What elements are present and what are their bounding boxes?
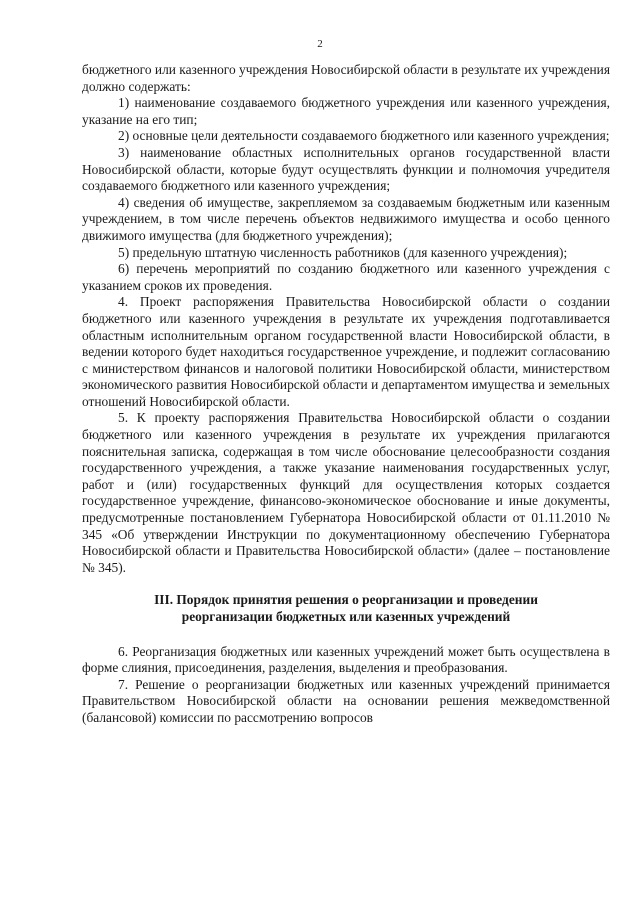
list-item-2: 2) основные цели деятельности создаваемого бюджетного или казенного учреждения; [118,128,610,144]
clause-7: 7. Решение о реорганизации бюджетных или казенных учреждений принимается Правительством Новосибирской области на основании решения межведомственной (балансовой) комиссии по рассмотрению вопросов [82,676,610,725]
list-item-1: 1) наименование создаваемого бюджетного учреждения или казенного учреждения, указание на его тип; [82,95,610,127]
list-item-6: 6) перечень мероприятий по созданию бюджетного или казенного учреждения с указанием сроков их проведения. [82,261,610,293]
document-body [82,62,610,727]
section-heading [82,592,610,625]
list-item-3: 3) наименование областных исполнительных органов государственной власти Новосибирской области, которые будут осуществлять функции и полномочия учредителя создаваемого бюджетного или казенного учреждения; [82,144,610,194]
section-heading-line-1: III. Порядок принятия решения о реорганизации и проведении [154,592,538,608]
section-heading-line-2: реорганизации бюджетных или казенных учреждений [181,609,511,624]
clause-5: 5. К проекту распоряжения Правительства Новосибирской области о создании бюджетного или казенного учреждения в результате их учреждения прилагаются пояснительная записка, содержащая в том числе обоснование целесообразности создания государственного учреждения, а также указание наименования государственных услуг, работ и (или) государственных функций для осуществления которых создается государственное учреждение, финансово-экономическое обоснование и иные документы, предусмотренные постановлением Губернатора Новосибирской области от 01.11.2010 № 345 «Об утверждении Инструкции по документационному обеспечению Губернатора Новосибирской области и Правительства Новосибирской области» (далее – постановление № 345). [82,410,610,575]
list-item-4: 4) сведения об имуществе, закрепляемом за создаваемым бюджетным или казенным учреждением, в том числе перечень объектов недвижимого имущества и особо ценного движимого имущества (для бюджетного учреждения); [82,194,610,243]
intro-paragraph: бюджетного или казенного учреждения Новосибирской области в результате их учреждения должно содержать: [82,62,610,94]
page-number: 2 [317,38,323,50]
clause-6: 6. Реорганизация бюджетных или казенных учреждений может быть осуществлена в форме слияния, присоединения, разделения, выделения и преобразования. [82,643,610,676]
list-item-5: 5) предельную штатную численность работников (для казенного учреждения); [118,244,568,260]
clause-4: 4. Проект распоряжения Правительства Новосибирской области о создании бюджетного или казенного учреждения в результате их учреждения подготавливается областным исполнительным органом государственной власти Новосибирской области, в ведении которого будет находиться государственное учреждение, и подлежит согласованию с министерством финансов и налоговой политики Новосибирской области, министерством экономического развития Новосибирской области и департаментом имущества и земельных отношений Новосибирской области. [82,294,610,409]
